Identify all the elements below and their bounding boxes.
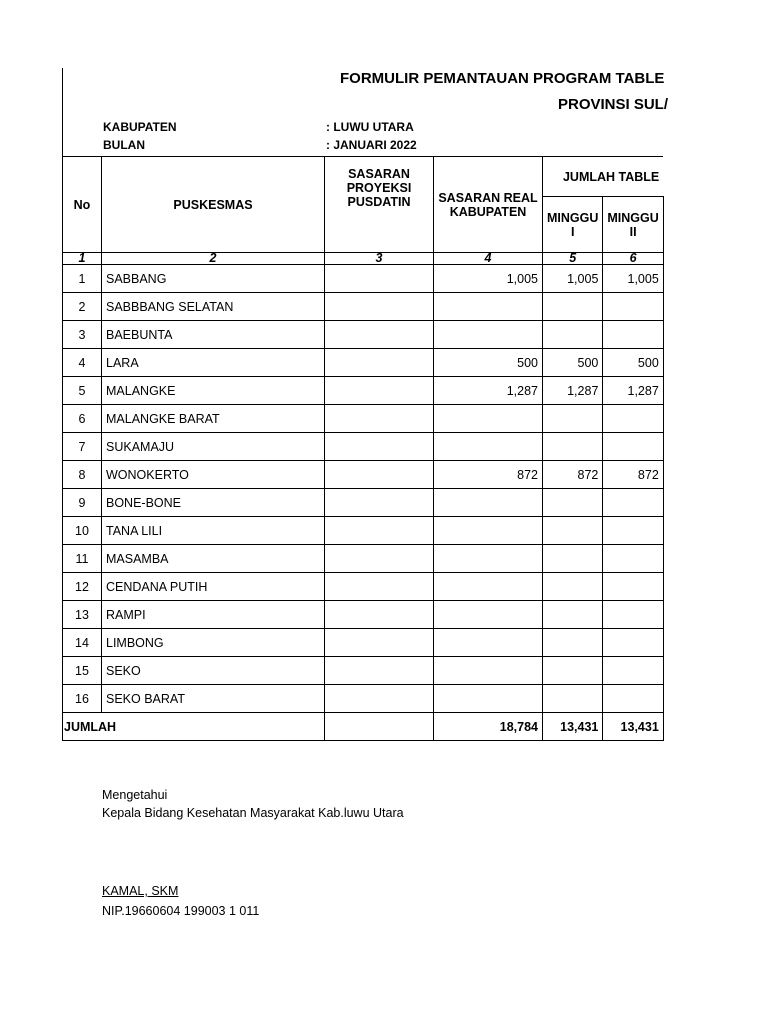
sasaran-real-value: 1,005: [434, 265, 543, 293]
sasaran-proyeksi-value: [325, 489, 434, 517]
sasaran-real-value: [434, 433, 543, 461]
minggu-2-value: [603, 321, 663, 349]
header-no: No: [63, 157, 102, 253]
header-puskesmas: PUSKESMAS: [102, 157, 325, 253]
sasaran-proyeksi-value: [325, 601, 434, 629]
minggu-2-value: [603, 405, 663, 433]
sasaran-real-value: [434, 573, 543, 601]
table-row: [63, 545, 664, 573]
table-row: [63, 601, 664, 629]
minggu-2-value: 1,287: [603, 377, 663, 405]
minggu-2-value: [603, 433, 663, 461]
row-number: 13: [63, 601, 102, 629]
total-row: [63, 713, 664, 741]
table-row: [63, 573, 664, 601]
row-number: 7: [63, 433, 102, 461]
sasaran-proyeksi-value: [325, 405, 434, 433]
row-number: 9: [63, 489, 102, 517]
minggu-2-value: [603, 573, 663, 601]
bulan-value: : JANUARI 2022: [326, 138, 417, 152]
sasaran-real-value: [434, 517, 543, 545]
header-minggu-2: MINGGU II: [603, 197, 663, 253]
signatory-nip: NIP.19660604 199003 1 011: [102, 904, 260, 918]
puskesmas-name: BAEBUNTA: [102, 321, 325, 349]
sasaran-real-value: [434, 489, 543, 517]
table-row: [63, 629, 664, 657]
minggu-2-value: [603, 629, 663, 657]
row-number: 6: [63, 405, 102, 433]
minggu-2-value: [603, 489, 663, 517]
sasaran-real-value: [434, 545, 543, 573]
minggu-1-value: [543, 433, 603, 461]
table-row: [63, 517, 664, 545]
minggu-1-value: 500: [543, 349, 603, 377]
header-jumlah-table: JUMLAH TABLE: [543, 157, 664, 197]
minggu-1-value: [543, 657, 603, 685]
minggu-1-value: [543, 629, 603, 657]
row-number: 16: [63, 685, 102, 713]
row-number: 5: [63, 377, 102, 405]
total-minggu-1: 13,431: [543, 713, 603, 741]
row-number: 11: [63, 545, 102, 573]
sasaran-real-value: [434, 293, 543, 321]
minggu-2-value: [603, 685, 663, 713]
sasaran-real-value: 872: [434, 461, 543, 489]
minggu-1-value: [543, 489, 603, 517]
row-number: 12: [63, 573, 102, 601]
jabatan-text: Kepala Bidang Kesehatan Masyarakat Kab.luwu Utara: [102, 806, 404, 820]
sasaran-proyeksi-value: [325, 321, 434, 349]
sasaran-proyeksi-value: [325, 517, 434, 545]
minggu-1-value: 1,005: [543, 265, 603, 293]
table-row: [63, 461, 664, 489]
puskesmas-name: RAMPI: [102, 601, 325, 629]
sasaran-real-value: [434, 321, 543, 349]
puskesmas-name: SEKO: [102, 657, 325, 685]
puskesmas-name: SUKAMAJU: [102, 433, 325, 461]
minggu-2-value: 500: [603, 349, 663, 377]
sasaran-proyeksi-value: [325, 629, 434, 657]
sasaran-proyeksi-value: [325, 293, 434, 321]
puskesmas-name: LARA: [102, 349, 325, 377]
row-number: 4: [63, 349, 102, 377]
bulan-label: BULAN: [103, 138, 145, 152]
puskesmas-name: LIMBONG: [102, 629, 325, 657]
minggu-1-value: [543, 405, 603, 433]
column-number: 6: [603, 253, 663, 265]
puskesmas-name: MASAMBA: [102, 545, 325, 573]
column-number: 2: [102, 253, 325, 265]
puskesmas-name: SEKO BARAT: [102, 685, 325, 713]
minggu-1-value: [543, 573, 603, 601]
sasaran-proyeksi-value: [325, 461, 434, 489]
monitoring-table: [62, 156, 664, 741]
sasaran-proyeksi-value: [325, 433, 434, 461]
kabupaten-label: KABUPATEN: [103, 120, 177, 134]
table-row: [63, 433, 664, 461]
row-number: 10: [63, 517, 102, 545]
sasaran-real-value: 1,287: [434, 377, 543, 405]
table-row: [63, 349, 664, 377]
sasaran-proyeksi-value: [325, 545, 434, 573]
puskesmas-name: WONOKERTO: [102, 461, 325, 489]
minggu-1-value: [543, 601, 603, 629]
minggu-1-value: [543, 321, 603, 349]
sasaran-proyeksi-value: [325, 685, 434, 713]
minggu-1-value: [543, 685, 603, 713]
form-title: FORMULIR PEMANTAUAN PROGRAM TABLE: [340, 70, 665, 87]
minggu-2-value: 872: [603, 461, 663, 489]
puskesmas-name: BONE-BONE: [102, 489, 325, 517]
puskesmas-name: CENDANA PUTIH: [102, 573, 325, 601]
table-row: [63, 489, 664, 517]
total-proyeksi: [325, 713, 434, 741]
minggu-2-value: [603, 601, 663, 629]
table-row: [63, 265, 664, 293]
puskesmas-name: MALANGKE: [102, 377, 325, 405]
sasaran-real-value: [434, 601, 543, 629]
mengetahui-text: Mengetahui: [102, 788, 168, 802]
sasaran-proyeksi-value: [325, 657, 434, 685]
puskesmas-name: TANA LILI: [102, 517, 325, 545]
minggu-2-value: [603, 517, 663, 545]
table-row: [63, 685, 664, 713]
row-number: 1: [63, 265, 102, 293]
minggu-2-value: [603, 545, 663, 573]
minggu-1-value: [543, 293, 603, 321]
sasaran-proyeksi-value: [325, 573, 434, 601]
total-label: JUMLAH: [63, 713, 325, 741]
table-row: [63, 405, 664, 433]
column-number-row: [63, 253, 664, 265]
sasaran-real-value: [434, 657, 543, 685]
row-number: 2: [63, 293, 102, 321]
table-row: [63, 657, 664, 685]
column-number: 1: [63, 253, 102, 265]
minggu-1-value: [543, 545, 603, 573]
minggu-1-value: 872: [543, 461, 603, 489]
total-real: 18,784: [434, 713, 543, 741]
row-number: 15: [63, 657, 102, 685]
row-number: 14: [63, 629, 102, 657]
column-number: 5: [543, 253, 603, 265]
sasaran-proyeksi-value: [325, 377, 434, 405]
kabupaten-value: : LUWU UTARA: [326, 120, 414, 134]
header-sasaran-real: SASARAN REAL KABUPATEN: [434, 157, 543, 253]
sasaran-real-value: 500: [434, 349, 543, 377]
puskesmas-name: MALANGKE BARAT: [102, 405, 325, 433]
column-number: 4: [434, 253, 543, 265]
signatory-name: KAMAL, SKM: [102, 884, 179, 898]
table-row: [63, 321, 664, 349]
minggu-2-value: [603, 657, 663, 685]
header-minggu-1: MINGGU I: [543, 197, 603, 253]
row-number: 8: [63, 461, 102, 489]
left-border-line: [62, 68, 63, 156]
puskesmas-name: SABBANG: [102, 265, 325, 293]
puskesmas-name: SABBBANG SELATAN: [102, 293, 325, 321]
sasaran-proyeksi-value: [325, 349, 434, 377]
column-number: 3: [325, 253, 434, 265]
total-minggu-2: 13,431: [603, 713, 663, 741]
row-number: 3: [63, 321, 102, 349]
minggu-1-value: 1,287: [543, 377, 603, 405]
sasaran-real-value: [434, 629, 543, 657]
table-row: [63, 293, 664, 321]
sasaran-real-value: [434, 685, 543, 713]
minggu-2-value: 1,005: [603, 265, 663, 293]
header-sasaran-proyeksi: SASARAN PROYEKSI PUSDATIN: [325, 157, 434, 253]
minggu-2-value: [603, 293, 663, 321]
minggu-1-value: [543, 517, 603, 545]
province-subtitle: PROVINSI SUL/: [558, 96, 669, 113]
sasaran-proyeksi-value: [325, 265, 434, 293]
sasaran-real-value: [434, 405, 543, 433]
table-row: [63, 377, 664, 405]
